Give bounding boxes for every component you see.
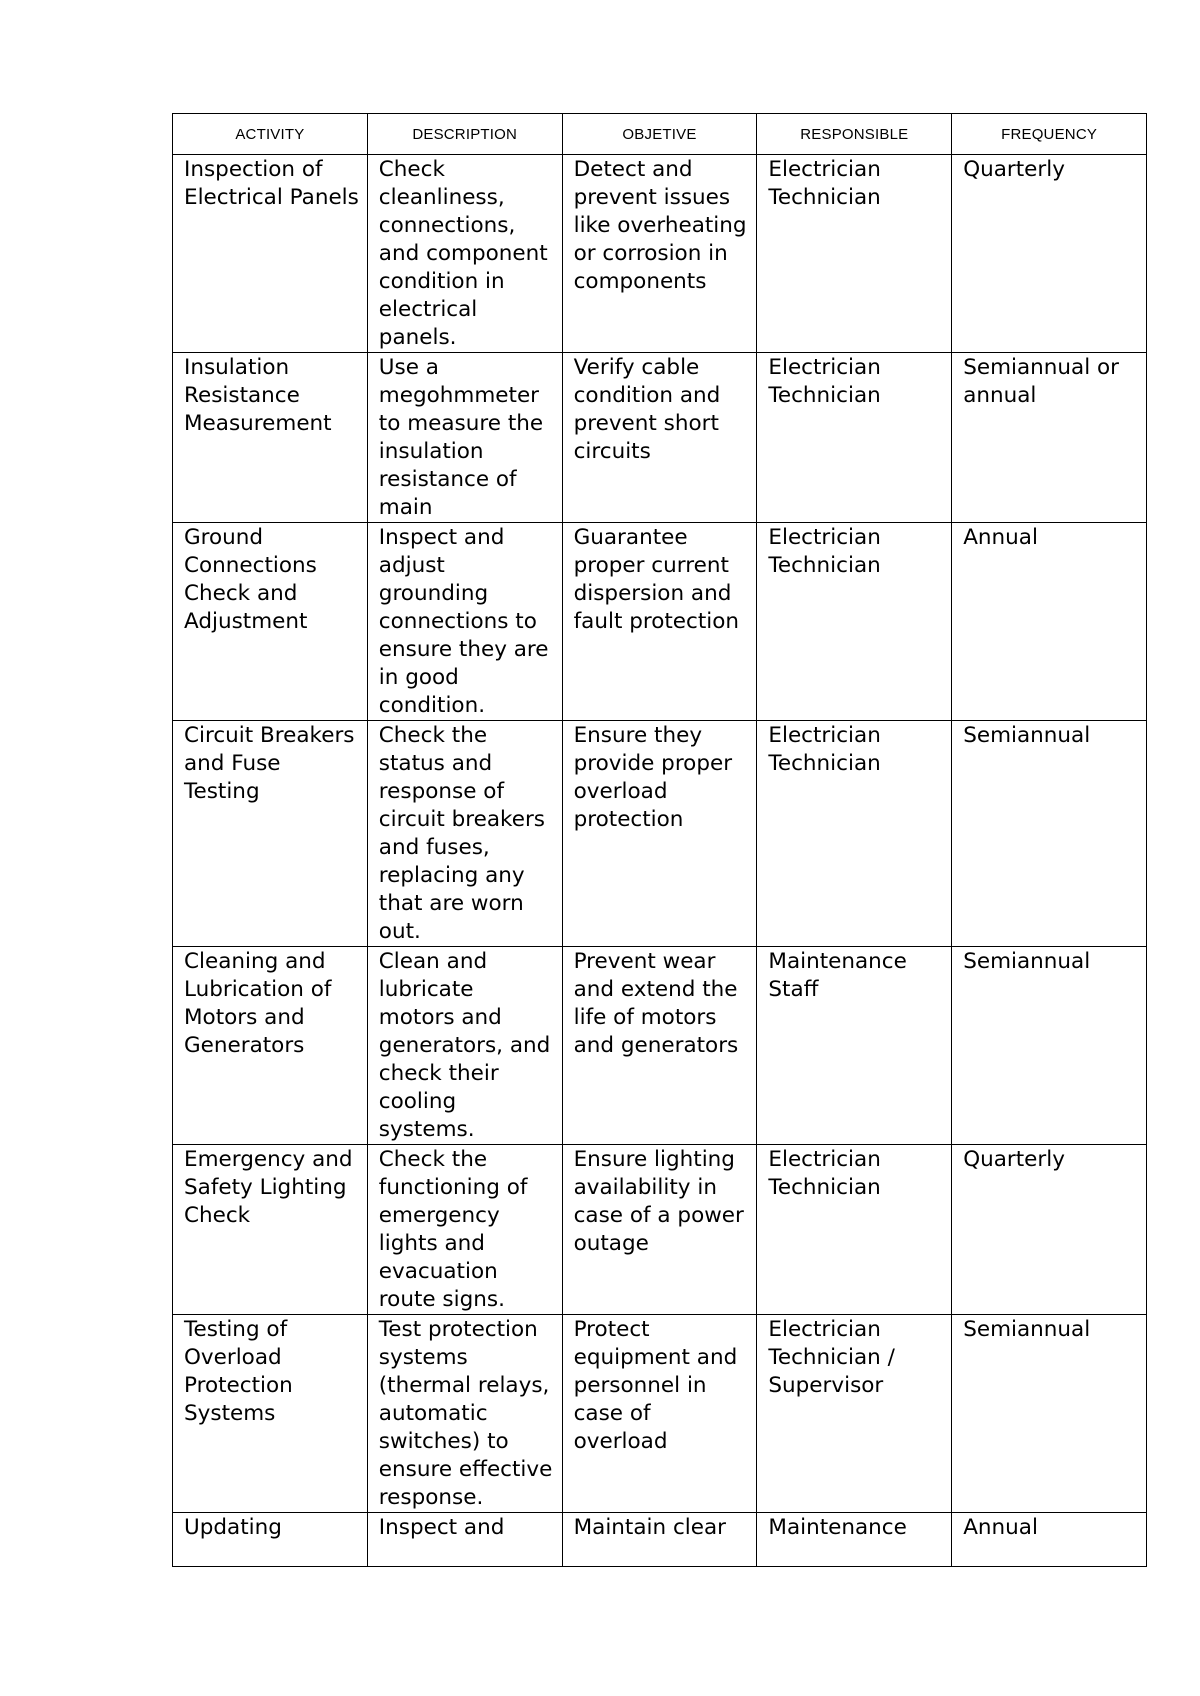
cell-responsible: Electrician Technician / Supervisor (757, 1315, 952, 1513)
header-responsible: RESPONSIBLE (757, 114, 952, 155)
cell-objective: Ensure lighting availability in case of a power outage (562, 1145, 757, 1315)
table-row (173, 1315, 1147, 1513)
table-row (173, 1145, 1147, 1315)
cell-responsible: Electrician Technician (757, 721, 952, 947)
cell-responsible: Electrician Technician (757, 1145, 952, 1315)
table-row (173, 1513, 1147, 1567)
table-row (173, 155, 1147, 353)
cell-description: Check the functioning of emergency lights and evacuation route signs. (367, 1145, 562, 1315)
cell-responsible: Electrician Technician (757, 155, 952, 353)
cell-responsible: Electrician Technician (757, 523, 952, 721)
cell-activity: Updating (173, 1513, 368, 1567)
cell-activity: Testing of Overload Protection Systems (173, 1315, 368, 1513)
cell-objective: Maintain clear (562, 1513, 757, 1567)
table-row (173, 721, 1147, 947)
cell-responsible: Maintenance Staff (757, 947, 952, 1145)
cell-objective: Detect and prevent issues like overheating or corrosion in components (562, 155, 757, 353)
header-description: DESCRIPTION (367, 114, 562, 155)
cell-frequency: Semiannual (952, 947, 1147, 1145)
cell-description: Test protection systems (thermal relays, automatic switches) to ensure effective response. (367, 1315, 562, 1513)
cell-frequency: Annual (952, 1513, 1147, 1567)
table-row (173, 353, 1147, 523)
cell-objective: Protect equipment and personnel in case of overload (562, 1315, 757, 1513)
cell-activity: Inspection of Electrical Panels (173, 155, 368, 353)
header-frequency: FREQUENCY (952, 114, 1147, 155)
table-row (173, 947, 1147, 1145)
cell-objective: Prevent wear and extend the life of motors and generators (562, 947, 757, 1145)
cell-description: Inspect and (367, 1513, 562, 1567)
cell-frequency: Semiannual (952, 721, 1147, 947)
cell-description: Inspect and adjust grounding connections to ensure they are in good condition. (367, 523, 562, 721)
cell-activity: Cleaning and Lubrication of Motors and Generators (173, 947, 368, 1145)
table-row (173, 523, 1147, 721)
cell-frequency: Semiannual (952, 1315, 1147, 1513)
cell-description: Check cleanliness, connections, and component condition in electrical panels. (367, 155, 562, 353)
maintenance-table (172, 113, 1147, 1567)
cell-objective: Ensure they provide proper overload protection (562, 721, 757, 947)
cell-description: Check the status and response of circuit breakers and fuses, replacing any that are worn out. (367, 721, 562, 947)
cell-activity: Emergency and Safety Lighting Check (173, 1145, 368, 1315)
cell-activity: Insulation Resistance Measurement (173, 353, 368, 523)
cell-frequency: Quarterly (952, 155, 1147, 353)
header-objective: OBJETIVE (562, 114, 757, 155)
cell-objective: Guarantee proper current dispersion and fault protection (562, 523, 757, 721)
cell-activity: Circuit Breakers and Fuse Testing (173, 721, 368, 947)
cell-frequency: Annual (952, 523, 1147, 721)
cell-description: Use a megohmmeter to measure the insulation resistance of main (367, 353, 562, 523)
header-activity: ACTIVITY (173, 114, 368, 155)
cell-objective: Verify cable condition and prevent short circuits (562, 353, 757, 523)
cell-responsible: Electrician Technician (757, 353, 952, 523)
cell-responsible: Maintenance (757, 1513, 952, 1567)
table-header-row (173, 114, 1147, 155)
cell-frequency: Semiannual or annual (952, 353, 1147, 523)
cell-frequency: Quarterly (952, 1145, 1147, 1315)
cell-description: Clean and lubricate motors and generators, and check their cooling systems. (367, 947, 562, 1145)
cell-activity: Ground Connections Check and Adjustment (173, 523, 368, 721)
